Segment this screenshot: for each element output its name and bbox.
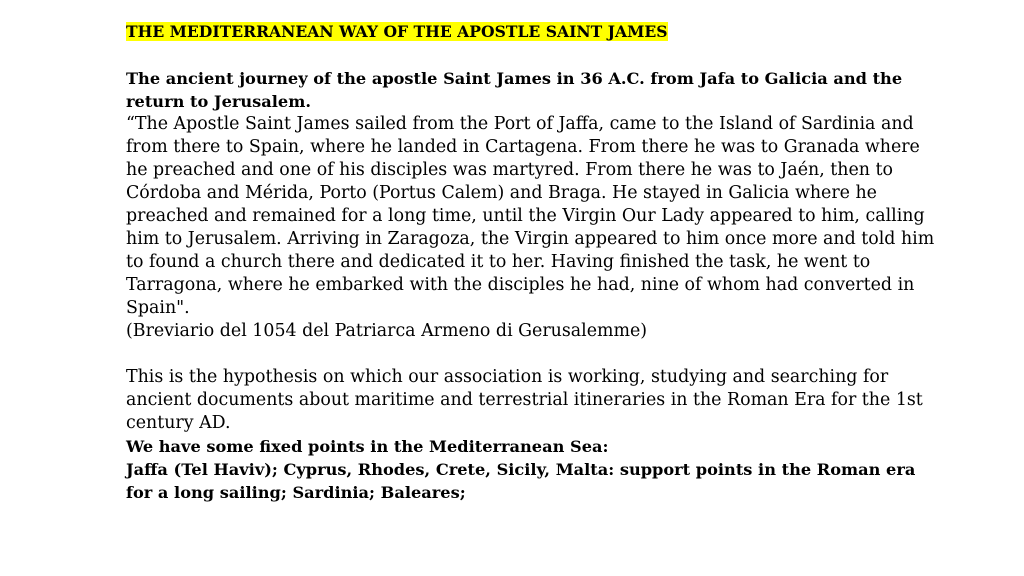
fixed-points-list: Jaffa (Tel Haviv); Cyprus, Rhodes, Crete, Sicily, Malta: support points in the Roman era for a long sailing; Sardinia; Baleares;	[126, 460, 916, 502]
title-line	[126, 20, 946, 44]
fixed-points-heading: We have some fixed points in the Mediterranean Sea:	[126, 437, 609, 456]
spacer	[126, 44, 946, 67]
quote-source: (Breviario del 1054 del Patriarca Armeno di Gerusalemme)	[126, 321, 648, 341]
apostle-quote: “The Apostle Saint James sailed from the Port of Jaffa, came to the Island of Sardinia and from there to Spain, where he landed in Cartagena. From there he was to Granada where he preached and one of his disciples was martyred. From there he was to Jaén, then to Córdoba and Mérida, Porto (Portus Calem) and Braga. He stayed in Galicia where he preached and remained for a long time, until the Virgin Our Lady appeared to him, calling him to Jerusalem. Arriving in Zaragoza, the Virgin appeared to him once more and told him to found a church there and dedicated it to her. Having finished the task, he went to Tarragona, where he embarked with the disciples he had, nine of whom had converted in Spain".	[126, 114, 935, 318]
spacer	[126, 343, 946, 366]
document-title: THE MEDITERRANEAN WAY OF THE APOSTLE SAINT JAMES	[126, 22, 668, 41]
journey-heading: The ancient journey of the apostle Saint James in 36 A.C. from Jafa to Galicia and the return to Jerusalem.	[126, 69, 903, 111]
hypothesis-paragraph: This is the hypothesis on which our association is working, studying and searching for ancient documents about maritime and terrestrial itineraries in the Roman Era for the 1st century AD.	[126, 367, 923, 433]
document-body	[126, 20, 946, 504]
